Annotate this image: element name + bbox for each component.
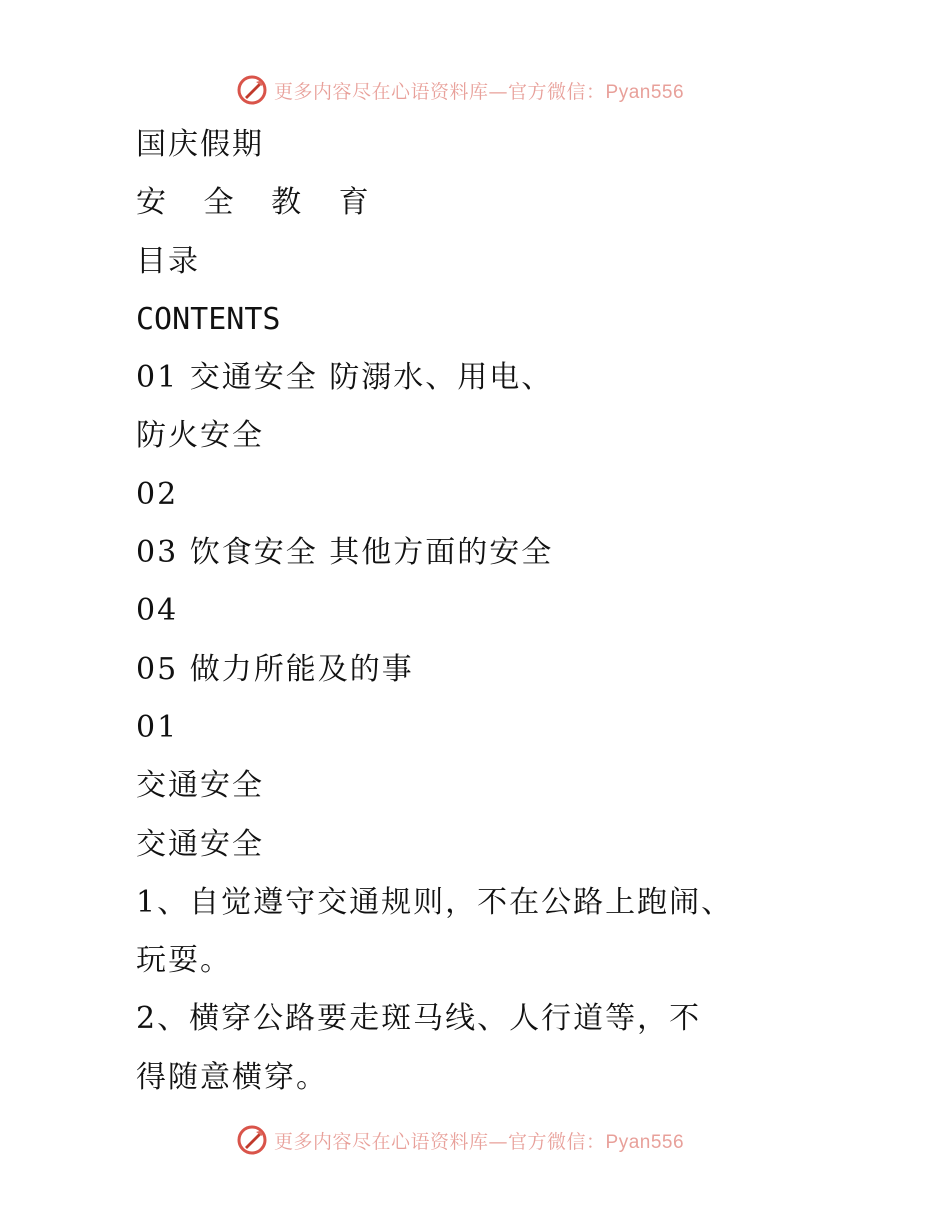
toc-line: 02: [136, 476, 179, 512]
toc-line: 防火安全: [136, 418, 264, 454]
toc-line: 05 做力所能及的事: [136, 651, 414, 687]
toc-line: 04: [136, 593, 179, 629]
header-watermark: [236, 72, 684, 108]
body-paragraph-line: 玩耍。: [136, 943, 232, 979]
toc-heading-en: CONTENTS: [136, 301, 281, 337]
document-body: [136, 116, 836, 1107]
toc-line: 03 饮食安全 其他方面的安全: [136, 535, 554, 571]
watermark-text: 更多内容尽在心语资料库—官方微信：Pyan556: [274, 1130, 685, 1153]
doc-title: 国庆假期: [136, 127, 264, 162]
quill-logo-icon: [236, 74, 268, 106]
body-paragraph-line: 得随意横穿。: [136, 1059, 328, 1095]
doc-subtitle: 安 全 教 育: [136, 185, 383, 221]
toc-heading: 目录: [136, 243, 200, 279]
section-heading: 交通安全: [136, 826, 264, 862]
section-number: 01: [136, 709, 179, 745]
body-paragraph-line: 2、横穿公路要走斑马线、人行道等，不: [136, 1001, 702, 1037]
toc-line: 01 交通安全 防溺水、用电、: [136, 360, 554, 396]
quill-logo-icon: [236, 1124, 268, 1156]
watermark-text: 更多内容尽在心语资料库—官方微信：Pyan556: [274, 80, 685, 103]
section-title: 交通安全: [136, 768, 264, 804]
body-paragraph-line: 1、自觉遵守交通规则，不在公路上跑闹、: [136, 884, 734, 920]
footer-watermark: [236, 1122, 684, 1158]
